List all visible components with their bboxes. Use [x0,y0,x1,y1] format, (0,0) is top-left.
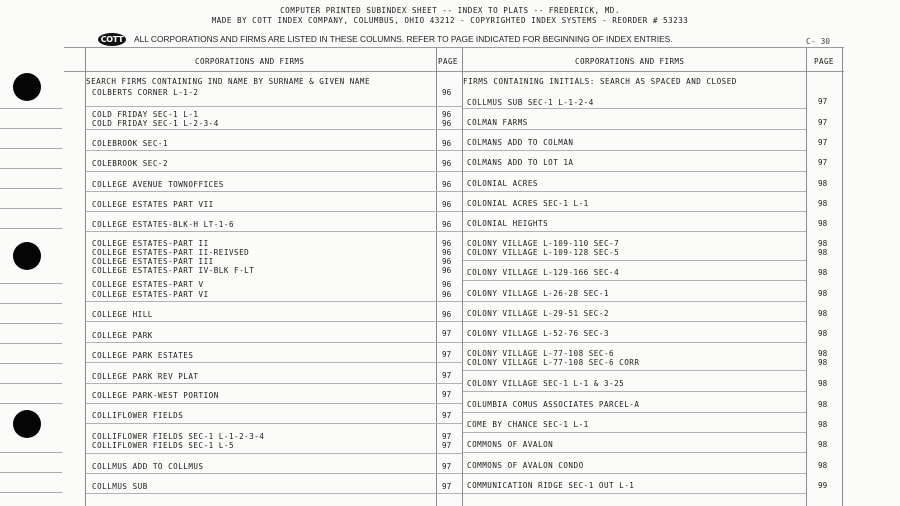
row-divider [86,301,462,302]
page-number: 97 [442,371,452,380]
list-item: COLLEGE ESTATES-PART VI [92,290,209,299]
right-page-divider [806,47,807,506]
list-item: COLBERTS CORNER L-1-2 [92,88,199,97]
margin-line [0,168,62,169]
row-divider [463,211,806,212]
page-number: 97 [818,97,828,106]
list-item: COLEBROOK SEC-2 [92,159,169,168]
list-item: COLMANS ADD TO LOT 1A [467,158,574,167]
row-divider [463,280,806,281]
page-number: 97 [442,411,452,420]
margin-line [0,492,62,493]
page-number: 96 [442,220,452,229]
margin-line [0,452,62,453]
page-number: 98 [818,309,828,318]
row-divider [463,191,806,192]
cott-logo-icon: COTT [98,33,126,46]
list-item: COLONY VILLAGE L-52-76 SEC-3 [467,329,610,338]
row-divider [463,412,806,413]
page-number: 97 [442,350,452,359]
list-item: COLUMBIA COMUS ASSOCIATES PARCEL-A [467,400,640,409]
row-divider [86,383,462,384]
binder-hole [13,410,41,438]
right-search-note: FIRMS CONTAINING INITIALS: SEARCH AS SPACED AND CLOSED [463,77,737,86]
list-item: COLLEGE ESTATES-PART IV-BLK F-LT [92,266,255,275]
row-divider [86,150,462,151]
margin-line [0,188,62,189]
row-divider [463,321,806,322]
sheet-code: C- 30 [806,37,831,46]
page-number: 98 [818,239,828,248]
row-divider [463,473,806,474]
row-divider [86,321,462,322]
margin-line [0,208,62,209]
margin-line [0,403,62,404]
row-divider [463,370,806,371]
page-number: 97 [442,390,452,399]
list-item: COLLEGE ESTATES PART VII [92,200,214,209]
list-item: COLLEGE PARK-WEST PORTION [92,391,219,400]
page-number: 97 [818,138,828,147]
list-item: COLLMUS SUB [92,482,148,491]
page-number: 97 [442,462,452,471]
page-number: 98 [818,248,828,257]
margin-line [0,323,62,324]
list-item: COLLEGE ESTATES-PART III [92,257,214,266]
page-number: 98 [818,349,828,358]
page-number: 99 [818,481,828,490]
page-number: 96 [442,248,452,257]
row-divider [86,473,462,474]
list-item: COLONY VILLAGE L-26-28 SEC-1 [467,289,610,298]
page-number: 96 [442,139,452,148]
page-number: 96 [442,290,452,299]
page-number: 96 [442,200,452,209]
page-number: 96 [442,159,452,168]
row-divider [463,150,806,151]
page-number: 97 [442,482,452,491]
page-number: 97 [442,329,452,338]
list-item: COLONY VILLAGE L-29-51 SEC-2 [467,309,610,318]
margin-line [0,363,62,364]
row-divider [86,191,462,192]
margin-line [0,108,62,109]
center-divider [462,47,463,506]
list-item: COLD FRIDAY SEC-1 L-1 [92,110,199,119]
margin-line [0,343,62,344]
list-item: COLLIFLOWER FIELDS SEC-1 L-1-2-3-4 [92,432,265,441]
list-item: COMMONS OF AVALON [467,440,554,449]
page-number: 96 [442,239,452,248]
page-number: 96 [442,180,452,189]
list-item: COLLEGE ESTATES-BLK-H LT-1-6 [92,220,235,229]
margin-line [0,303,62,304]
list-item: COLLEGE ESTATES-PART V [92,280,204,289]
top-rule [64,47,844,48]
list-item: COLEBROOK SEC-1 [92,139,169,148]
row-divider [463,171,806,172]
list-item: COMMUNICATION RIDGE SEC-1 OUT L-1 [467,481,635,490]
page-number: 96 [442,266,452,275]
row-divider [86,493,462,494]
page-number: 98 [818,461,828,470]
list-item: COLONY VILLAGE SEC-1 L-1 & 3-25 [467,379,625,388]
left-page-header: PAGE [438,57,458,66]
page-number: 98 [818,219,828,228]
row-divider [463,391,806,392]
row-divider [86,403,462,404]
page-number: 98 [818,329,828,338]
list-item: COLLEGE ESTATES-PART II [92,239,209,248]
page-number: 97 [818,158,828,167]
page-number: 98 [818,179,828,188]
list-item: COLLEGE PARK ESTATES [92,351,194,360]
list-item: COLONY VILLAGE L-109-128 SEC-5 [467,248,620,257]
row-divider [86,362,462,363]
row-divider [463,129,806,130]
left-margin-rule [85,47,86,506]
row-divider [463,108,806,109]
sheet-title: COMPUTER PRINTED SUBINDEX SHEET -- INDEX TO PLATS -- FREDERICK, MD. [280,6,620,15]
left-page-divider [436,47,437,506]
page-number: 98 [818,289,828,298]
list-item: COME BY CHANCE SEC-1 L-1 [467,420,589,429]
header-rule [64,71,844,72]
page-number: 98 [818,199,828,208]
row-divider [463,342,806,343]
page-number: 98 [818,358,828,367]
list-item: COLMAN FARMS [467,118,528,127]
page-number: 96 [442,280,452,289]
page-number: 97 [442,432,452,441]
row-divider [463,493,806,494]
page-number: 96 [442,110,452,119]
left-search-note: SEARCH FIRMS CONTAINING IND NAME BY SURNAME & GIVEN NAME [86,77,371,86]
list-item: COLLMUS SUB SEC-1 L-1-2-4 [467,98,594,107]
margin-line [0,228,62,229]
list-item: COLONIAL ACRES [467,179,539,188]
list-item: COLD FRIDAY SEC-1 L-2-3-4 [92,119,219,128]
list-item: COLLEGE ESTATES-PART II-REIVSED [92,248,250,257]
page-number: 97 [818,118,828,127]
right-column-header: CORPORATIONS AND FIRMS [575,57,685,66]
row-divider [86,129,462,130]
margin-line [0,472,62,473]
binder-hole [13,73,41,101]
page-number: 96 [442,119,452,128]
page-number: 98 [818,420,828,429]
margin-line [0,148,62,149]
list-item: COLONY VILLAGE L-109-110 SEC-7 [467,239,620,248]
row-divider [463,260,806,261]
page-number: 98 [818,440,828,449]
publisher-line: MADE BY COTT INDEX COMPANY, COLUMBUS, OHIO 43212 - COPYRIGHTED INDEX SYSTEMS - REORDER # 53233 [211,16,689,25]
list-item: COLONY VILLAGE L-77-108 SEC-6 [467,349,615,358]
list-item: COLLIFLOWER FIELDS [92,411,184,420]
row-divider [86,423,462,424]
binder-hole [13,242,41,270]
row-divider [86,211,462,212]
margin-line [0,283,62,284]
row-divider [86,342,462,343]
row-divider [86,106,462,107]
row-divider [463,432,806,433]
banner-text: ALL CORPORATIONS AND FIRMS ARE LISTED IN THESE COLUMNS. REFER TO PAGE INDICATED FOR BEGINNING OF INDEX ENTRIES. [134,34,673,44]
right-edge-rule [842,47,843,506]
page-number: 98 [818,268,828,277]
row-divider [463,301,806,302]
page-number: 96 [442,257,452,266]
list-item: COLLEGE PARK [92,331,153,340]
right-page-header: PAGE [814,57,834,66]
list-item: COLLEGE AVENUE TOWNOFFICES [92,180,224,189]
margin-line [0,383,62,384]
list-item: COLLEGE HILL [92,310,153,319]
list-item: COLMANS ADD TO COLMAN [467,138,574,147]
instruction-banner [98,32,673,46]
list-item: COLLIFLOWER FIELDS SEC-1 L-5 [92,441,235,450]
list-item: COLLMUS ADD TO COLLMUS [92,462,204,471]
page-number: 96 [442,88,452,97]
list-item: COMMONS OF AVALON CONDO [467,461,584,470]
left-column-header: CORPORATIONS AND FIRMS [195,57,305,66]
page-number: 97 [442,441,452,450]
page-number: 96 [442,310,452,319]
row-divider [86,171,462,172]
margin-line [0,128,62,129]
row-divider [463,231,806,232]
list-item: COLONY VILLAGE L-77-108 SEC-6 CORR [467,358,640,367]
page-number: 98 [818,400,828,409]
row-divider [463,452,806,453]
list-item: COLONY VILLAGE L-129-166 SEC-4 [467,268,620,277]
page-number: 98 [818,379,828,388]
row-divider [86,453,462,454]
list-item: COLLEGE PARK REV PLAT [92,372,199,381]
list-item: COLONIAL HEIGHTS [467,219,549,228]
list-item: COLONIAL ACRES SEC-1 L-1 [467,199,589,208]
row-divider [86,231,462,232]
